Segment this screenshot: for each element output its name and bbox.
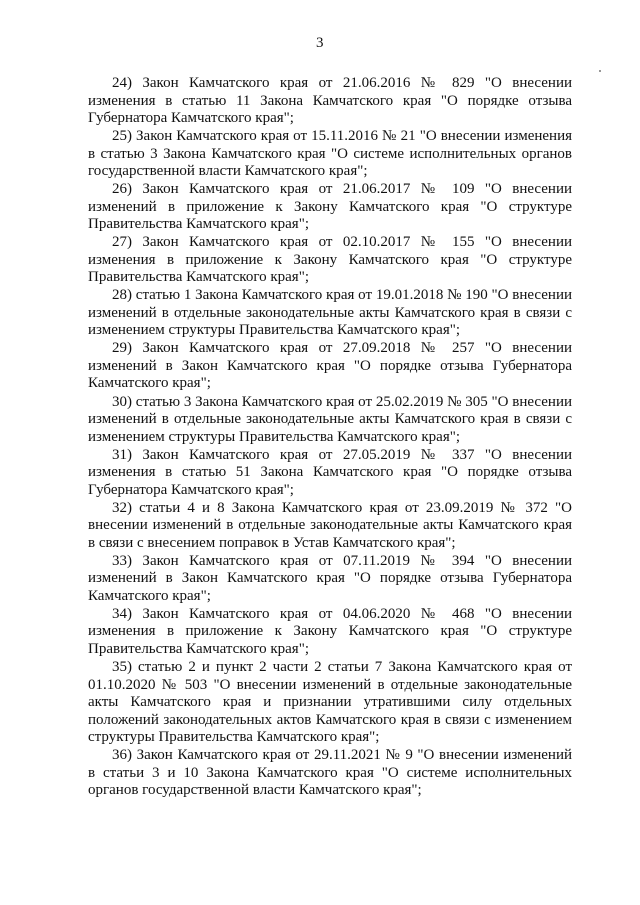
list-item: 35) статью 2 и пункт 2 части 2 статьи 7 Закона Камчатского края от 01.10.2020 № 503 "О внесении изменений в отдельные законодательные акты Камчатского края и признании утратившими силу отдельных положений законодательных актов Камчатского края в связи с изменением структуры Правительства Камчатского края"; <box>88 659 572 746</box>
list-item: 25) Закон Камчатского края от 15.11.2016 № 21 "О внесении изменения в статью 3 Закона Камчатского края "О системе исполнительных органов государственной власти Камчатского края"; <box>88 128 572 180</box>
page-number: 3 <box>316 35 324 51</box>
scan-speck <box>599 70 601 72</box>
list-item: 29) Закон Камчатского края от 27.09.2018 № 257 "О внесении изменений в Закон Камчатского края "О порядке отзыва Губернатора Камчатского края"; <box>88 340 572 392</box>
list-item: 24) Закон Камчатского края от 21.06.2016 № 829 "О внесении изменения в статью 11 Закона Камчатского края "О порядке отзыва Губернатора Камчатского края"; <box>88 75 572 126</box>
list-item: 30) статью 3 Закона Камчатского края от 25.02.2019 № 305 "О внесении изменений в отдельные законодательные акты Камчатского края в связи с изменением структуры Правительства Камчатского края"; <box>88 393 572 445</box>
list-item: 33) Закон Камчатского края от 07.11.2019 № 394 "О внесении изменений в Закон Камчатского края "О порядке отзыва Губернатора Камчатского края"; <box>88 552 572 604</box>
list-item: 32) статьи 4 и 8 Закона Камчатского края от 23.09.2019 № 372 "О внесении изменений в отдельные законодательные акты Камчатского края в связи с внесением поправок в Устав Камчатского края"; <box>88 499 572 551</box>
document-body <box>88 75 572 800</box>
list-item: 26) Закон Камчатского края от 21.06.2017 № 109 "О внесении изменений в приложение к Закону Камчатского края "О структуре Правительства Камчатского края"; <box>88 181 572 233</box>
list-item: 31) Закон Камчатского края от 27.05.2019 № 337 "О внесении изменения в статью 51 Закона Камчатского края "О порядке отзыва Губернатора Камчатского края"; <box>88 446 572 498</box>
list-item: 27) Закон Камчатского края от 02.10.2017 № 155 "О внесении изменения в приложение к Закону Камчатского края "О структуре Правительства Камчатского края"; <box>88 234 572 286</box>
list-item: 36) Закон Камчатского края от 29.11.2021 № 9 "О внесении изменений в статьи 3 и 10 Закона Камчатского края "О системе исполнительных органов государственной власти Камчатского края"; <box>88 747 572 799</box>
list-item: 34) Закон Камчатского края от 04.06.2020 № 468 "О внесении изменения в приложение к Закону Камчатского края "О структуре Правительства Камчатского края"; <box>88 605 572 657</box>
list-item: 28) статью 1 Закона Камчатского края от 19.01.2018 № 190 "О внесении изменений в отдельные законодательные акты Камчатского края в связи с изменением структуры Правительства Камчатского края"; <box>88 287 572 339</box>
